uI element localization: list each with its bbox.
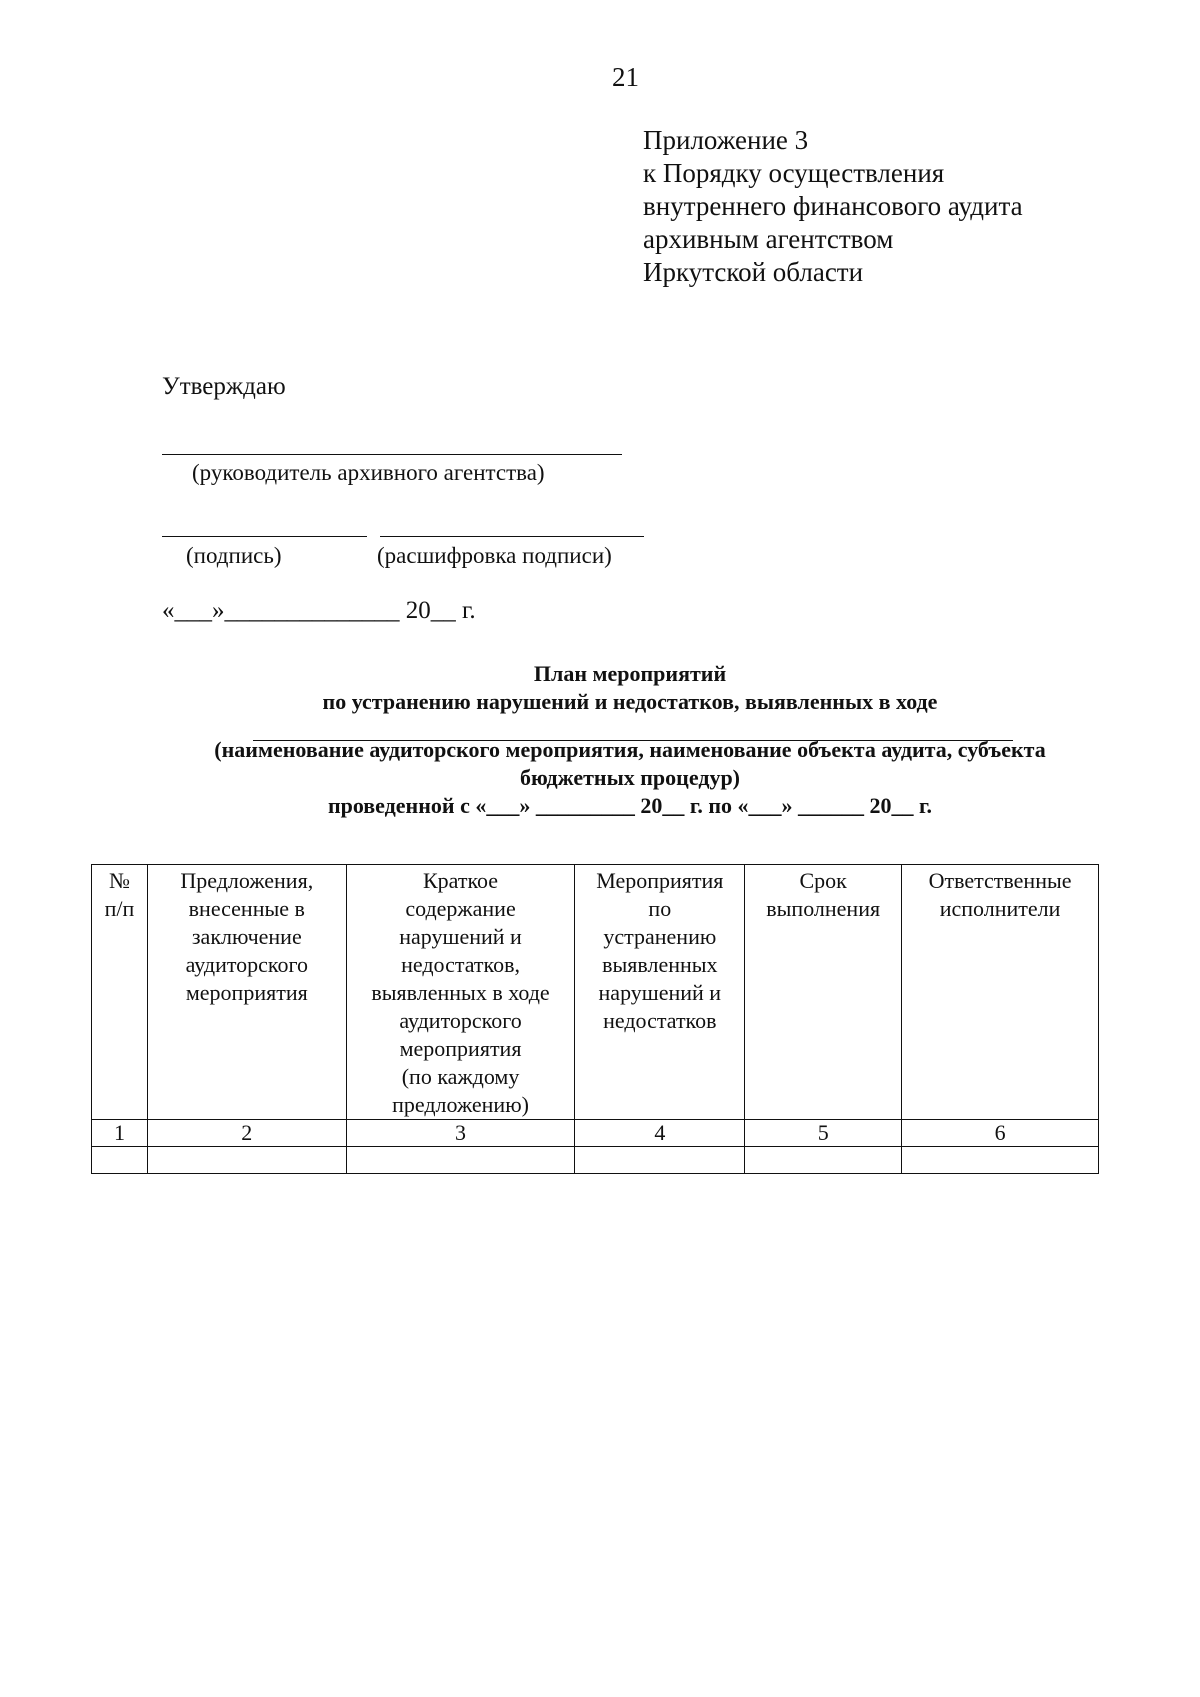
column-number: 1: [92, 1120, 148, 1147]
table-cell: [346, 1147, 575, 1174]
table-cell: [92, 1147, 148, 1174]
column-number: 4: [575, 1120, 745, 1147]
appendix-line: архивным агентством: [643, 224, 894, 254]
plan-table: [91, 864, 1099, 1174]
table-cell: [902, 1147, 1099, 1174]
page-number: 21: [612, 62, 639, 92]
signature-caption: (подпись): [186, 543, 282, 568]
column-number: 2: [147, 1120, 346, 1147]
header-cell: Ответственные исполнители: [902, 865, 1099, 1120]
audit-description: (наименование аудиторского мероприятия, наименование объекта аудита, субъекта: [214, 737, 1046, 762]
audit-name-line: [253, 740, 1013, 741]
column-number: 6: [902, 1120, 1099, 1147]
header-cell: № п/п: [92, 865, 148, 1120]
plan-title: План мероприятий: [533, 661, 727, 686]
table-cell: [575, 1147, 745, 1174]
plan-subtitle: по устранению нарушений и недостатков, выявленных в ходе: [322, 689, 938, 714]
column-number-row: [92, 1120, 1099, 1147]
header-cell: Краткое содержание нарушений и недостатков, выявленных в ходе аудиторского мероприятия (по каждому предложению): [346, 865, 575, 1120]
table-row: [92, 1147, 1099, 1174]
appendix-line: Приложение 3: [643, 125, 809, 155]
table-header-row: [92, 865, 1099, 1120]
audit-period: проведенной с «___» _________ 20__ г. по «___» ______ 20__ г.: [327, 793, 933, 818]
signature-line: [162, 536, 367, 537]
appendix-line: внутреннего финансового аудита: [643, 191, 1023, 221]
head-caption: (руководитель архивного агентства): [192, 460, 545, 485]
head-signature-line: [162, 454, 622, 455]
appendix-line: к Порядку осуществления: [643, 158, 945, 188]
decryption-caption: (расшифровка подписи): [377, 543, 612, 568]
header-cell: Мероприятия по устранению выявленных нарушений и недостатков: [575, 865, 745, 1120]
approval-date: «___»______________ 20__ г.: [162, 597, 476, 624]
table-cell: [147, 1147, 346, 1174]
column-number: 3: [346, 1120, 575, 1147]
header-cell: Предложения, внесенные в заключение аудиторского мероприятия: [147, 865, 346, 1120]
column-number: 5: [745, 1120, 902, 1147]
header-cell: Срок выполнения: [745, 865, 902, 1120]
audit-description-cont: бюджетных процедур): [519, 765, 741, 790]
approval-label: Утверждаю: [162, 373, 286, 400]
decryption-line: [380, 536, 644, 537]
appendix-block: [643, 124, 1023, 289]
table-cell: [745, 1147, 902, 1174]
appendix-line: Иркутской области: [643, 257, 864, 287]
